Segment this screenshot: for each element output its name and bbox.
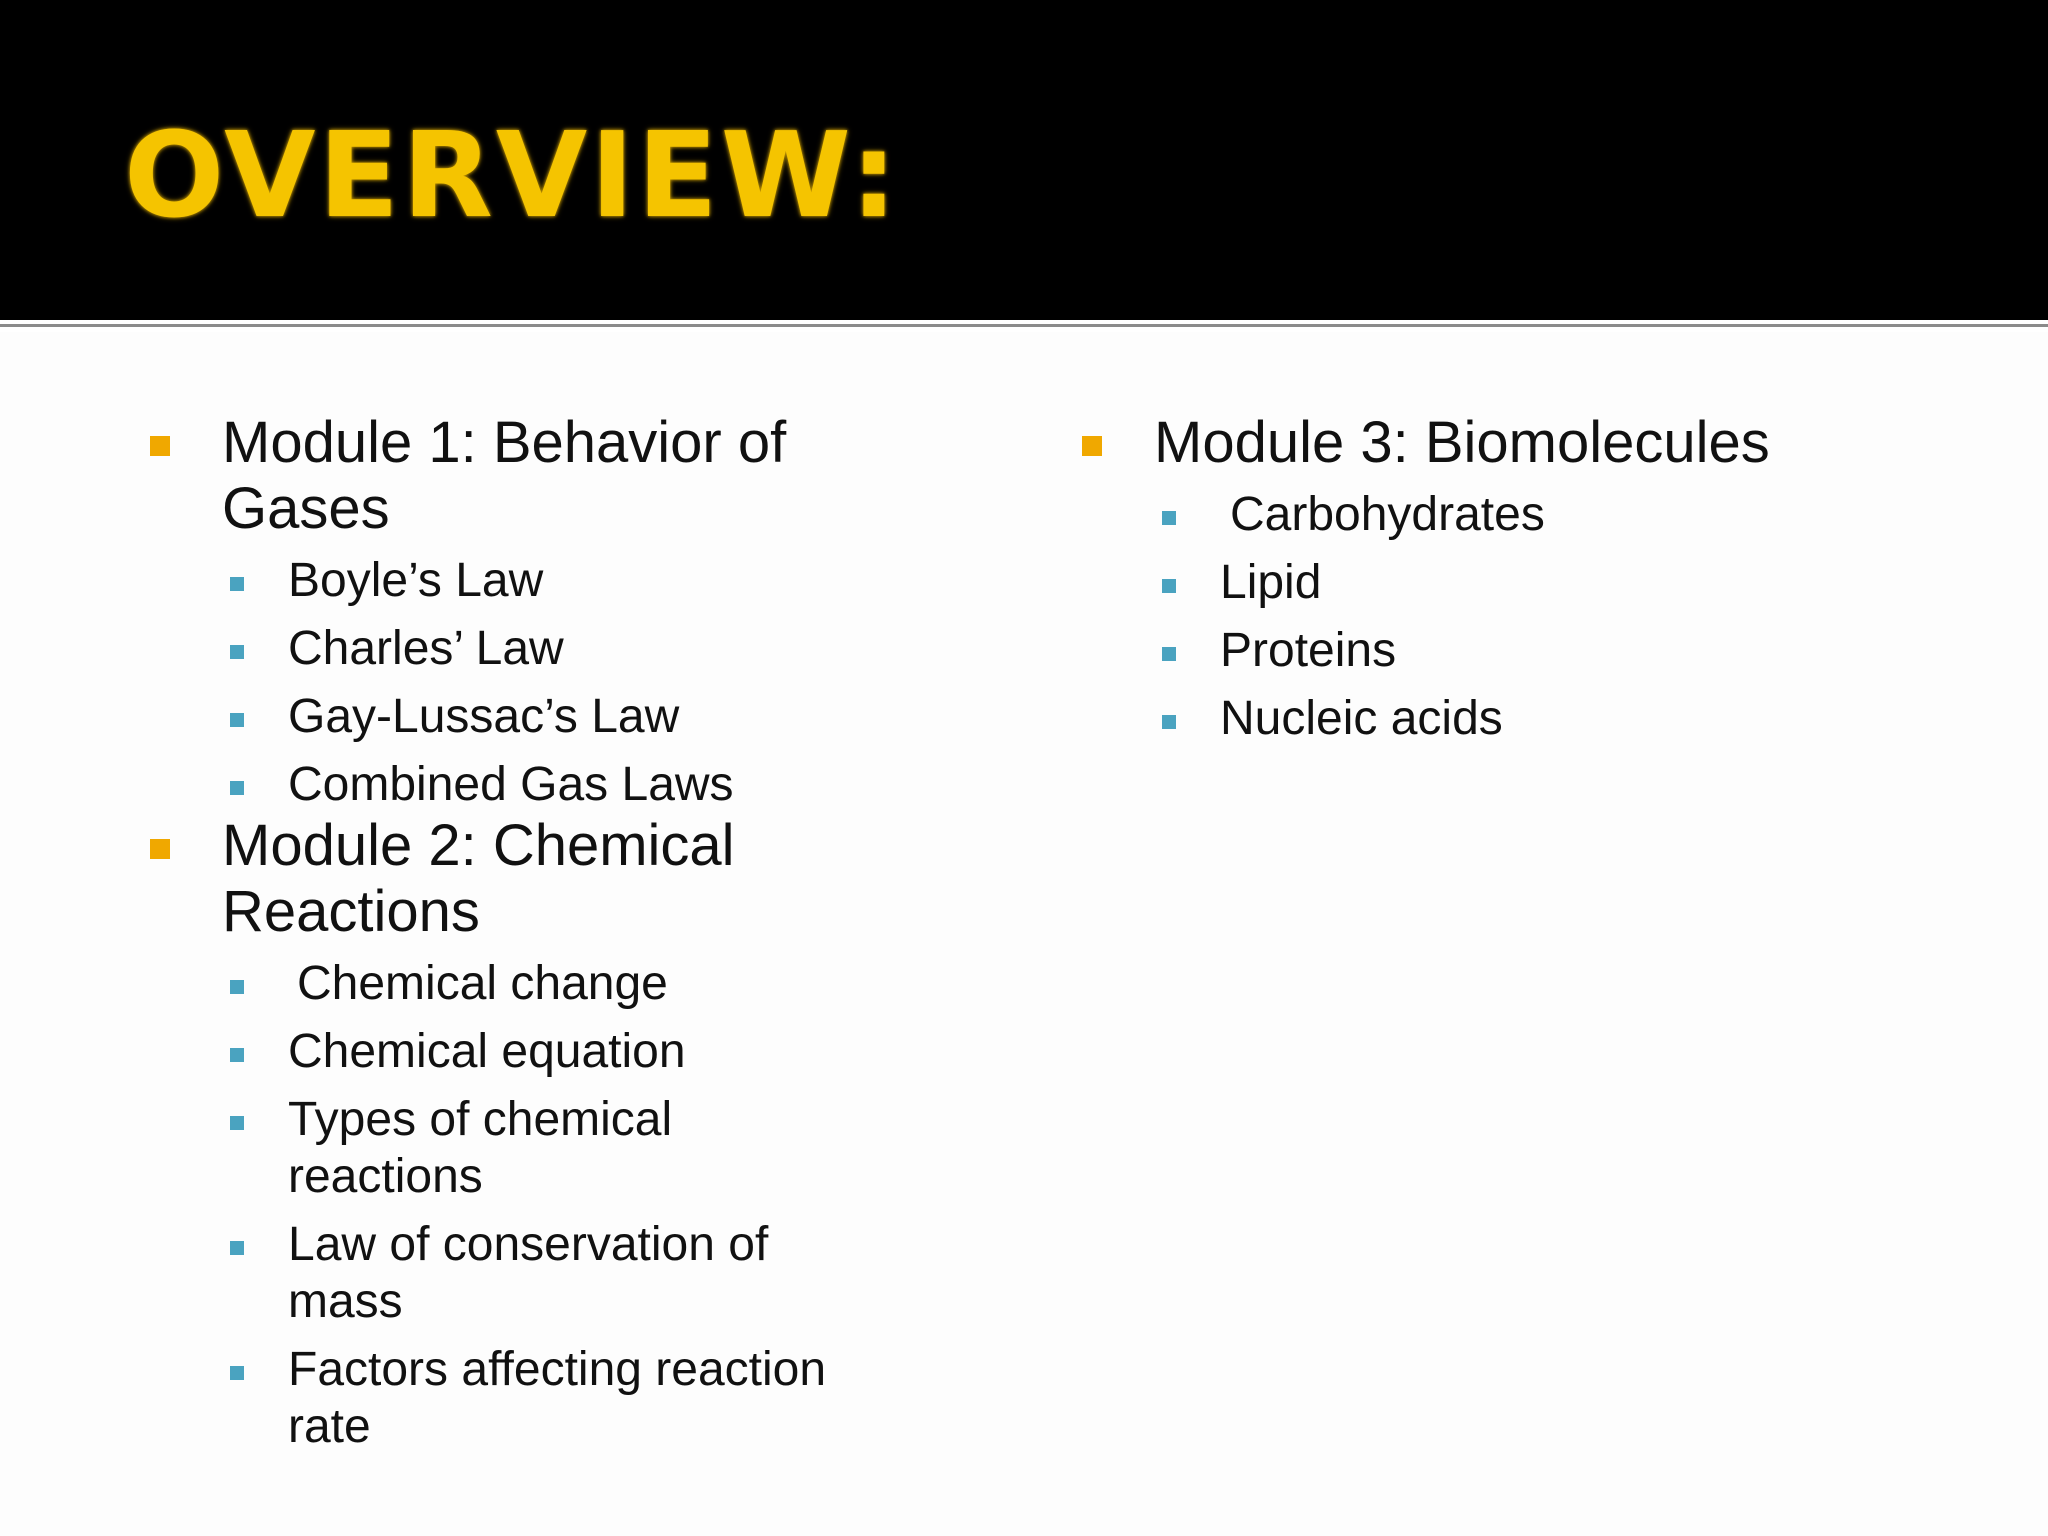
square-bullet-icon: [230, 645, 244, 659]
square-bullet-icon: [1162, 511, 1176, 525]
square-bullet-icon: [1162, 647, 1176, 661]
header-divider: [0, 320, 2048, 332]
topic-label: Combined Gas Laws: [288, 758, 734, 811]
square-bullet-icon: [230, 577, 244, 591]
topic-label: Lipid: [1220, 556, 1322, 609]
topic-label: Proteins: [1220, 624, 1397, 677]
module-title: Module 3: Biomolecules: [1154, 410, 1770, 475]
square-bullet-icon: [230, 1241, 244, 1255]
topic-item: [1162, 622, 1982, 690]
square-bullet-icon: [230, 1116, 244, 1130]
square-bullet-icon: [150, 839, 170, 859]
module-item: [150, 410, 850, 813]
topic-label: Factors affecting reaction rate: [288, 1343, 827, 1453]
topic-label: Law of conservation of mass: [288, 1218, 769, 1328]
module-item: [150, 813, 850, 1466]
square-bullet-icon: [230, 1048, 244, 1062]
square-bullet-icon: [230, 713, 244, 727]
topic-item: [1162, 690, 1982, 758]
topic-label: Gay-Lussac’s Law: [288, 690, 680, 743]
topic-item: [230, 1023, 850, 1091]
square-bullet-icon: [1162, 579, 1176, 593]
topic-item: [230, 1091, 850, 1216]
title-bar: [0, 0, 2048, 320]
module-item: [1082, 410, 1982, 758]
topic-item: [230, 620, 850, 688]
topic-label: Boyle’s Law: [288, 554, 544, 607]
topic-label: Types of chemical reactions: [288, 1093, 673, 1203]
topic-label: Nucleic acids: [1220, 692, 1503, 745]
topic-label: Chemical change: [297, 957, 668, 1010]
topic-item: [230, 756, 850, 813]
topic-item: [230, 955, 850, 1023]
module-topics: [230, 552, 850, 813]
square-bullet-icon: [230, 980, 244, 994]
topic-item: [1162, 554, 1982, 622]
topic-item: [230, 688, 850, 756]
right-column: [1082, 410, 1982, 758]
module-topics: [1162, 486, 1982, 758]
module-title: Module 1: Behavior of Gases: [222, 410, 787, 541]
topic-item: [230, 1341, 880, 1466]
topic-label: Carbohydrates: [1230, 488, 1545, 541]
square-bullet-icon: [1162, 715, 1176, 729]
topic-item: [230, 552, 850, 620]
square-bullet-icon: [230, 1366, 244, 1380]
square-bullet-icon: [1082, 436, 1102, 456]
topic-label: Charles’ Law: [288, 622, 564, 675]
module-title: Module 2: Chemical Reactions: [222, 813, 735, 944]
topic-item: [1162, 486, 1982, 554]
topic-label: Chemical equation: [288, 1025, 686, 1078]
topic-item: [230, 1216, 850, 1341]
square-bullet-icon: [150, 436, 170, 456]
square-bullet-icon: [230, 781, 244, 795]
left-column: [150, 410, 980, 1466]
slide-title: OVERVIEW:: [124, 106, 901, 244]
module-topics: [230, 955, 850, 1466]
